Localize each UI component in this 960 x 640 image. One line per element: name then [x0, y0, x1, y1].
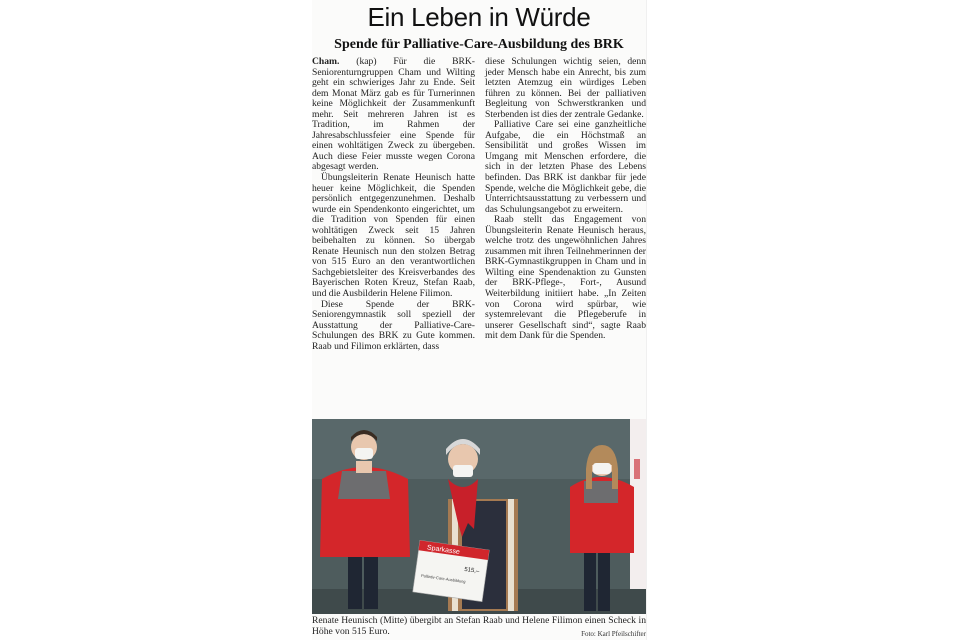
paragraph: diese Schulungen wichtig seien, denn jeder Mensch habe ein Anrecht, bis zum letzten Atemzug ein würdiges Leben führen zu können. Bei der palliativen Begleitung von Schwerstkranken und Sterbenden ist dies der zentrale Gedanke.: [485, 56, 646, 120]
paragraph: Übungsleiterin Renate Heunisch hatte heuer keine Möglichkeit, die Spenden persönlich entgegenzunehmen. Deshalb wurde ein Spendenkonto eingerichtet, um die Tradition von Spenden für einen wohltätigen Zweck seit 15 Jahren beibehalten zu können. So übergab Renate Heunisch nun den stolzen Betrag von 515 Euro an den verantwortlichen Sachgebietsleiter des Kreisverbandes des Bayerischen Roten Kreuz, Stefan Raab, und die Ausbilderin Helene Filimon.: [312, 172, 475, 300]
check-bank-label: Sparkasse: [426, 544, 461, 557]
dateline: Cham.: [312, 56, 340, 67]
paragraph: [312, 57, 475, 173]
paragraph-text: (kap) Für die BRK-Seniorenturngruppen Cham und Wilting geht ein schwieriges Jahr zu Ende. Seit dem Monat März gab es für Turnerinnen keine Möglichkeit der Zusammenkunft mehr. Seit mehreren Jahren ist es Tradition, im Rahmen der Jahresabschlussfeier eine Spende für einen wohltätigen Zweck zu übergeben. Auch diese Feier musste wegen Corona abgesagt werden.: [312, 56, 476, 173]
photo-illustration: [312, 419, 646, 614]
paragraph: Diese Spende der BRK-Seniorengymnastik soll speziell der Ausstattung der Palliative-Care-Schulungen des BRK zu Gute kommen. Raab und Filimon erklärten, dass: [312, 298, 475, 352]
article-column-2: [485, 57, 646, 342]
article-subheadline: Spende für Palliative-Care-Ausbildung des BRK: [334, 37, 624, 52]
photo-caption: Renate Heunisch (Mitte) übergibt an Stefan Raab und Helene Filimon einen Scheck in Höhe von 515 Euro.: [312, 615, 646, 637]
scan-edge: [646, 0, 647, 640]
check-amount: 515,–: [463, 566, 480, 575]
paragraph: Palliative Care sei eine ganzheitliche Aufgabe, die ein Höchstmaß an Sensibilität und großes Wissen im Umgang mit Menschen erfordere, die sich in der letzten Phase des Lebens befinden. Das BRK ist dankbar für jede Spende, welche die Möglichkeit gebe, die Unterrichtsausstattung zu verbessern und das Schulungsangebot zu erweitern.: [485, 119, 646, 215]
article-headline: Ein Leben in Würde: [367, 2, 591, 32]
paragraph: Raab stellt das Engagement von Übungsleiterin Renate Heunisch heraus, welche trotz des ungewöhnlichen Jahres zusammen mit ihren Teilnehmerinnen der BRK-Gymnastikgruppen in Cham und in Wilting eine Spendenaktion zu Gunsten der BRK-Pflege-, Fort-, Ausund Weiterbildung initiiert habe. „In Zeiten von Corona wird spürbar, wie systemrelevant die Pflegeberufe in unserer Gesellschaft sind“, sagte Raab mit dem Dank für die Spenden.: [485, 214, 646, 342]
article-photo: [312, 419, 646, 614]
article-column-1: [312, 57, 475, 352]
photo-credit: Foto: Karl Pfeilschifter: [581, 630, 646, 638]
donation-check: [413, 540, 490, 601]
check-purpose: Palliativ-Care-Ausbildung: [420, 572, 466, 585]
